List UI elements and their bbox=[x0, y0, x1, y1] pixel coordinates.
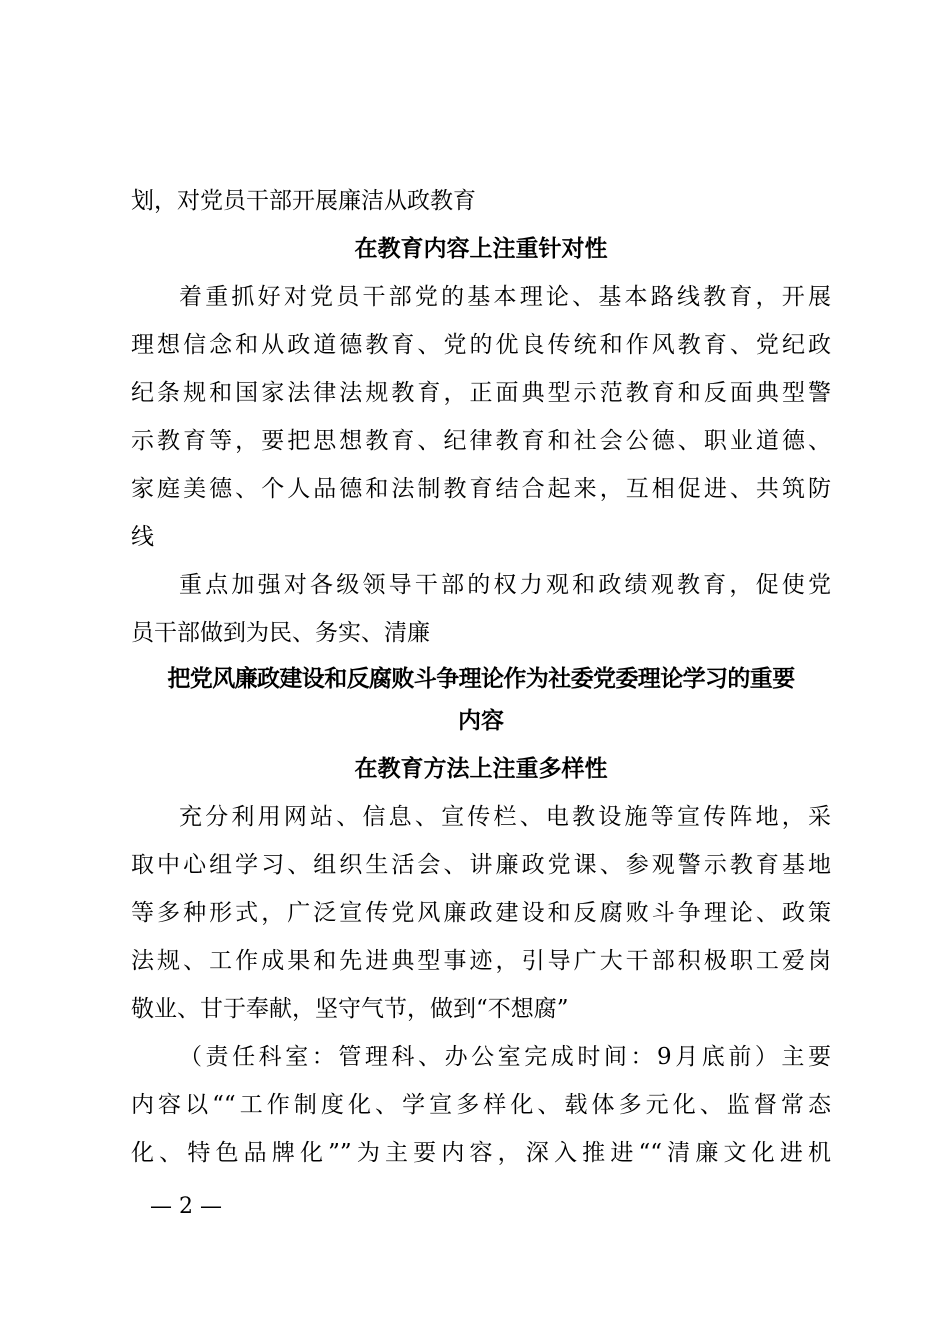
section-heading: 在教育内容上注重针对性 bbox=[354, 235, 608, 262]
paragraph-line: 理想信念和从政道德教育、党的优良传统和作风教育、党纪政 bbox=[131, 332, 831, 358]
paragraph-line: （责任科室：管理科、办公室完成时间：9月底前）主要 bbox=[179, 1044, 831, 1070]
paragraph-line: 内容以““工作制度化、学宣多样化、载体多元化、监督常态 bbox=[131, 1092, 831, 1118]
page-number: — 2 — bbox=[150, 1194, 222, 1219]
section-heading: 把党风廉政建设和反腐败斗争理论作为社委党委理论学习的重要 bbox=[167, 665, 795, 692]
paragraph-line: 等多种形式，广泛宣传党风廉政建设和反腐败斗争理论、政策 bbox=[131, 900, 831, 926]
paragraph-line: 家庭美德、个人品德和法制教育结合起来，互相促进、共筑防 bbox=[131, 476, 831, 502]
paragraph-line: 划，对党员干部开展廉洁从政教育 bbox=[131, 188, 476, 214]
paragraph-line: 纪条规和国家法律法规教育，正面典型示范教育和反面典型警 bbox=[131, 380, 831, 406]
section-heading: 内容 bbox=[458, 707, 504, 734]
paragraph-line: 法规、工作成果和先进典型事迹，引导广大干部积极职工爱岗 bbox=[131, 948, 831, 974]
paragraph-line: 敬业、甘于奉献，坚守气节，做到“不想腐” bbox=[131, 996, 569, 1022]
paragraph-line: 示教育等，要把思想教育、纪律教育和社会公德、职业道德、 bbox=[131, 428, 831, 454]
paragraph-line: 着重抓好对党员干部党的基本理论、基本路线教育，开展 bbox=[179, 284, 831, 310]
paragraph-line: 员干部做到为民、务实、清廉 bbox=[131, 620, 430, 646]
paragraph-line: 充分利用网站、信息、宣传栏、电教设施等宣传阵地，采 bbox=[179, 804, 831, 830]
paragraph-line: 重点加强对各级领导干部的权力观和政绩观教育，促使党 bbox=[179, 572, 831, 598]
paragraph-line: 线 bbox=[131, 524, 154, 550]
paragraph-line: 取中心组学习、组织生活会、讲廉政党课、参观警示教育基地 bbox=[131, 852, 831, 878]
section-heading: 在教育方法上注重多样性 bbox=[354, 755, 608, 782]
paragraph-line: 化、特色品牌化””为主要内容，深入推进““清廉文化进机 bbox=[131, 1140, 831, 1166]
